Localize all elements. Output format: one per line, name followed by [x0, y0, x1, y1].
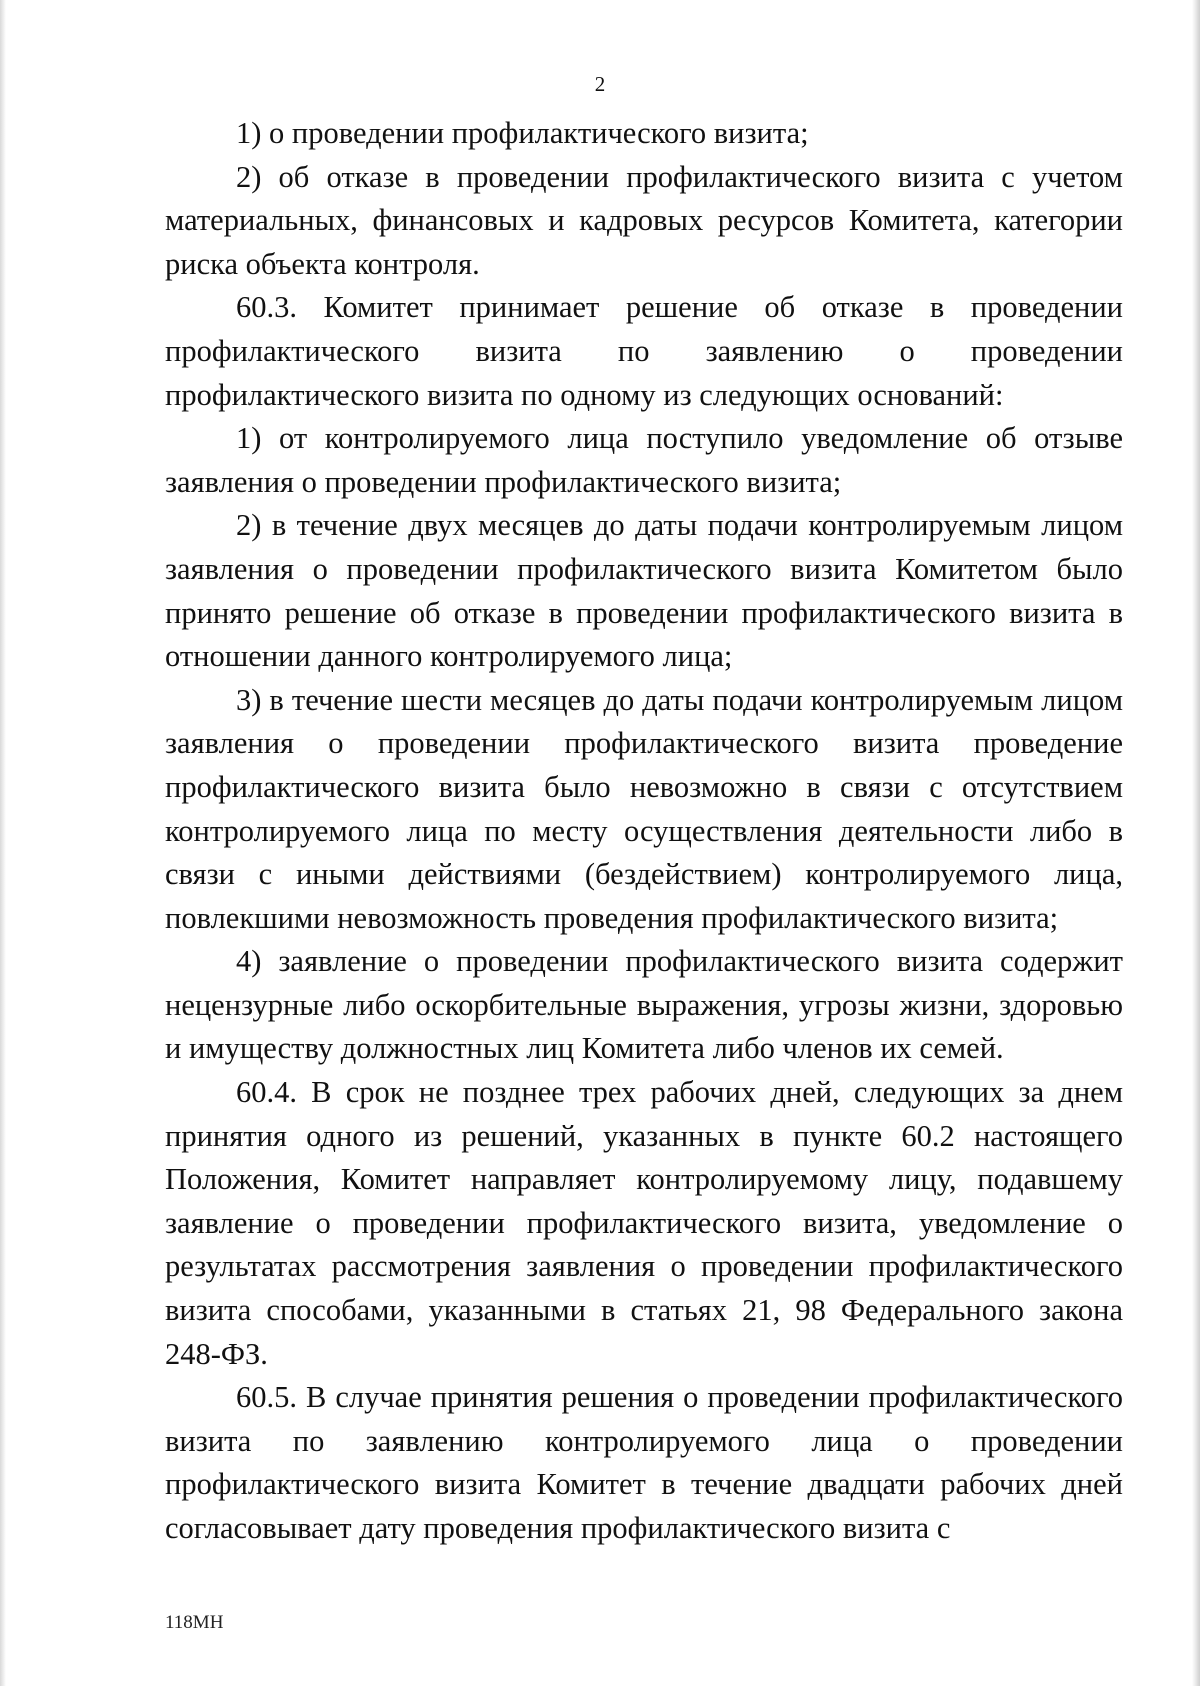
paragraph-item-1: 1) о проведении профилактического визита; — [236, 116, 809, 150]
document-body — [165, 112, 1123, 1551]
paragraph-ground-4: 4) заявление о проведении профилактического визита содержит нецензурные либо оскорбительные выражения, угрозы жизни, здоровью и имуществу должностных лиц Комитета либо членов их семей. — [165, 944, 1123, 1066]
page-number: 2 — [594, 72, 606, 96]
paragraph-ground-2: 2) в течение двух месяцев до даты подачи контролируемым лицом заявления о проведении профилактического визита Комитетом было принято решение об отказе в проведении профилактического визита в отношении данного контролируемого лица; — [165, 508, 1123, 674]
paragraph-item-2: 2) об отказе в проведении профилактического визита с учетом материальных, финансовых и кадровых ресурсов Комитета, категории риска объекта контроля. — [165, 159, 1123, 281]
paragraph-60-4: 60.4. В срок не позднее трех рабочих дней, следующих за днем принятия одного из решений, указанных в пункте 60.2 настоящего Положения, Комитет направляет контролируемому лицу, подавшему заявление о проведении профилактического визита, уведомление о результатах рассмотрения заявления о проведении профилактического визита способами, указанными в статьях 21, 98 Федерального закона 248-ФЗ. — [165, 1075, 1123, 1371]
paragraph-60-5: 60.5. В случае принятия решения о проведении профилактического визита по заявлению контролируемого лица о проведении профилактического визита Комитет в течение двадцати рабочих дней согласовывает дату проведения профилактического визита с — [165, 1380, 1123, 1545]
scan-edge-right — [1192, 0, 1200, 1686]
paragraph-60-3: 60.3. Комитет принимает решение об отказе в проведении профилактического визита по заявлению о проведении профилактического визита по одному из следующих оснований: — [165, 290, 1123, 412]
footer-document-code: 118МН — [165, 1612, 224, 1633]
scan-edge-left — [0, 0, 6, 1686]
paragraph-ground-1: 1) от контролируемого лица поступило уведомление об отзыве заявления о проведении профилактического визита; — [165, 421, 1123, 499]
paragraph-ground-3: 3) в течение шести месяцев до даты подачи контролируемым лицом заявления о проведении профилактического визита проведение профилактического визита было невозможно в связи с отсутствием контролируемого лица по месту осуществления деятельности либо в связи с иными действиями (бездействием) контролируемого лица, повлекшими невозможность проведения профилактического визита; — [165, 682, 1123, 935]
